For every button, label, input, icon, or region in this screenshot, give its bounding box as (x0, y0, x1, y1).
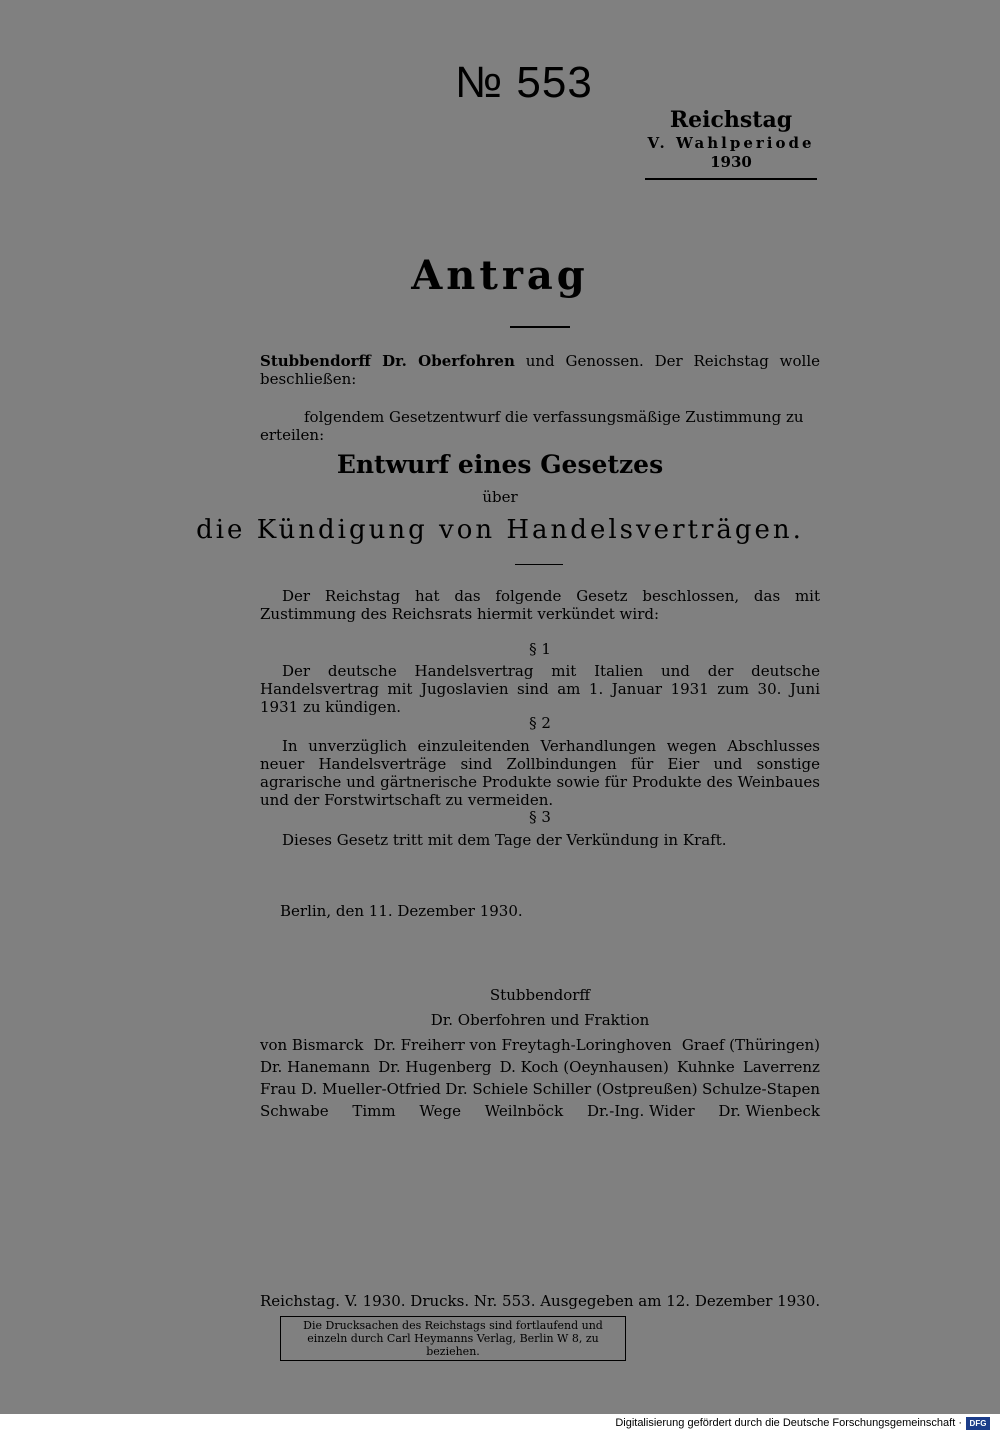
draft-ueber: über (482, 488, 518, 506)
paragraph-number: § 3 (529, 808, 551, 826)
signatory-leader: Dr. Oberfohren und Fraktion (430, 1011, 650, 1029)
paragraph-number: § 1 (529, 640, 551, 658)
signatory-name: Wege (419, 1102, 461, 1120)
signatory-name: Timm (352, 1102, 396, 1120)
signatory-name: Frau D. Mueller-Otfried (260, 1080, 441, 1098)
header-underline (645, 178, 817, 180)
document-number: № 553 (455, 58, 593, 107)
paragraph-text: Der deutsche Handelsvertrag mit Italien und der deutsche Handelsvertrag mit Jugoslavien sind am 1. Januar 1931 zum 30. Juni 1931 zu kündigen. (260, 662, 820, 716)
draft-subject: die Kündigung von Handelsverträgen. (196, 515, 804, 545)
intro-rest: und Genossen. Der Reichstag wolle beschließen: (260, 352, 820, 388)
signatory-row (260, 1058, 820, 1076)
signatory-row (260, 1036, 820, 1054)
signatory-name: Dr. Wienbeck (718, 1102, 820, 1120)
title-divider (510, 326, 570, 328)
signatory-name: Dr. Freiherr von Freytagh-Loringhoven (373, 1036, 672, 1054)
paragraph-text: Dieses Gesetz tritt mit dem Tage der Verkündung in Kraft. (282, 831, 727, 849)
signatory-name: von Bismarck (260, 1036, 364, 1054)
signatory-name: Schwabe (260, 1102, 329, 1120)
signatory-name: Weilnböck (484, 1102, 564, 1120)
signatory-party-head: Stubbendorff (489, 986, 591, 1004)
dfg-logo-icon: DFG (966, 1417, 990, 1430)
header-title: Reichstag (669, 107, 793, 133)
paragraph-number: § 2 (529, 714, 551, 732)
signatory-name: D. Koch (Oeynhausen) (499, 1058, 669, 1076)
signatory-name: Dr. Hugenberg (378, 1058, 492, 1076)
signatory-row (260, 1102, 820, 1120)
signatory-name: Schulze-Stapen (701, 1080, 820, 1098)
signatory-row (260, 1080, 820, 1098)
intro-names: Stubbendorff Dr. Oberfohren (260, 352, 515, 370)
intro-paragraph (260, 352, 820, 388)
paragraph-text: In unverzüglich einzuleitenden Verhandlungen wegen Abschlusses neuer Handelsverträge sind Zollbindungen für Eier und sonstige agrarische und gärtnerische Produkte sowie für Produkte des Weinbaues und der Forstwirtschaft zu vermeiden. (260, 737, 820, 809)
preamble-text: Der Reichstag hat das folgende Gesetz beschlossen, das mit Zustimmung des Reichsrats hiermit verkündet wird: (260, 587, 820, 623)
signatory-name: Dr.-Ing. Wider (586, 1102, 695, 1120)
digitization-credit: Digitalisierung gefördert durch die Deutsche Forschungsgemeinschaft · (615, 1417, 962, 1429)
print-footer-line: Reichstag. V. 1930. Drucks. Nr. 553. Ausgegeben am 12. Dezember 1930. (260, 1292, 821, 1310)
header-period: V. Wahlperiode (647, 134, 815, 152)
instruction-text: folgendem Gesetzentwurf die verfassungsmäßige Zustimmung zu erteilen: (260, 408, 804, 444)
date-line: Berlin, den 11. Dezember 1930. (280, 902, 523, 920)
document-title: Antrag (411, 252, 589, 299)
signatory-name: Dr. Schiele (445, 1080, 529, 1098)
draft-divider (515, 564, 563, 565)
signatory-name: Dr. Hanemann (260, 1058, 371, 1076)
signatory-name: Graef (Thüringen) (681, 1036, 820, 1054)
signatory-name: Kuhnke (676, 1058, 735, 1076)
signatory-name: Laverrenz (742, 1058, 820, 1076)
digitization-bar (0, 1414, 1000, 1434)
draft-title: Entwurf eines Gesetzes (336, 450, 664, 479)
signatory-name: Schiller (Ostpreußen) (532, 1080, 698, 1098)
reichstag-header-box (645, 106, 817, 180)
header-year: 1930 (710, 153, 752, 171)
print-footer-box: Die Drucksachen des Reichstags sind fortlaufend und einzeln durch Carl Heymanns Verlag, Berlin W 8, zu beziehen. (280, 1316, 626, 1361)
